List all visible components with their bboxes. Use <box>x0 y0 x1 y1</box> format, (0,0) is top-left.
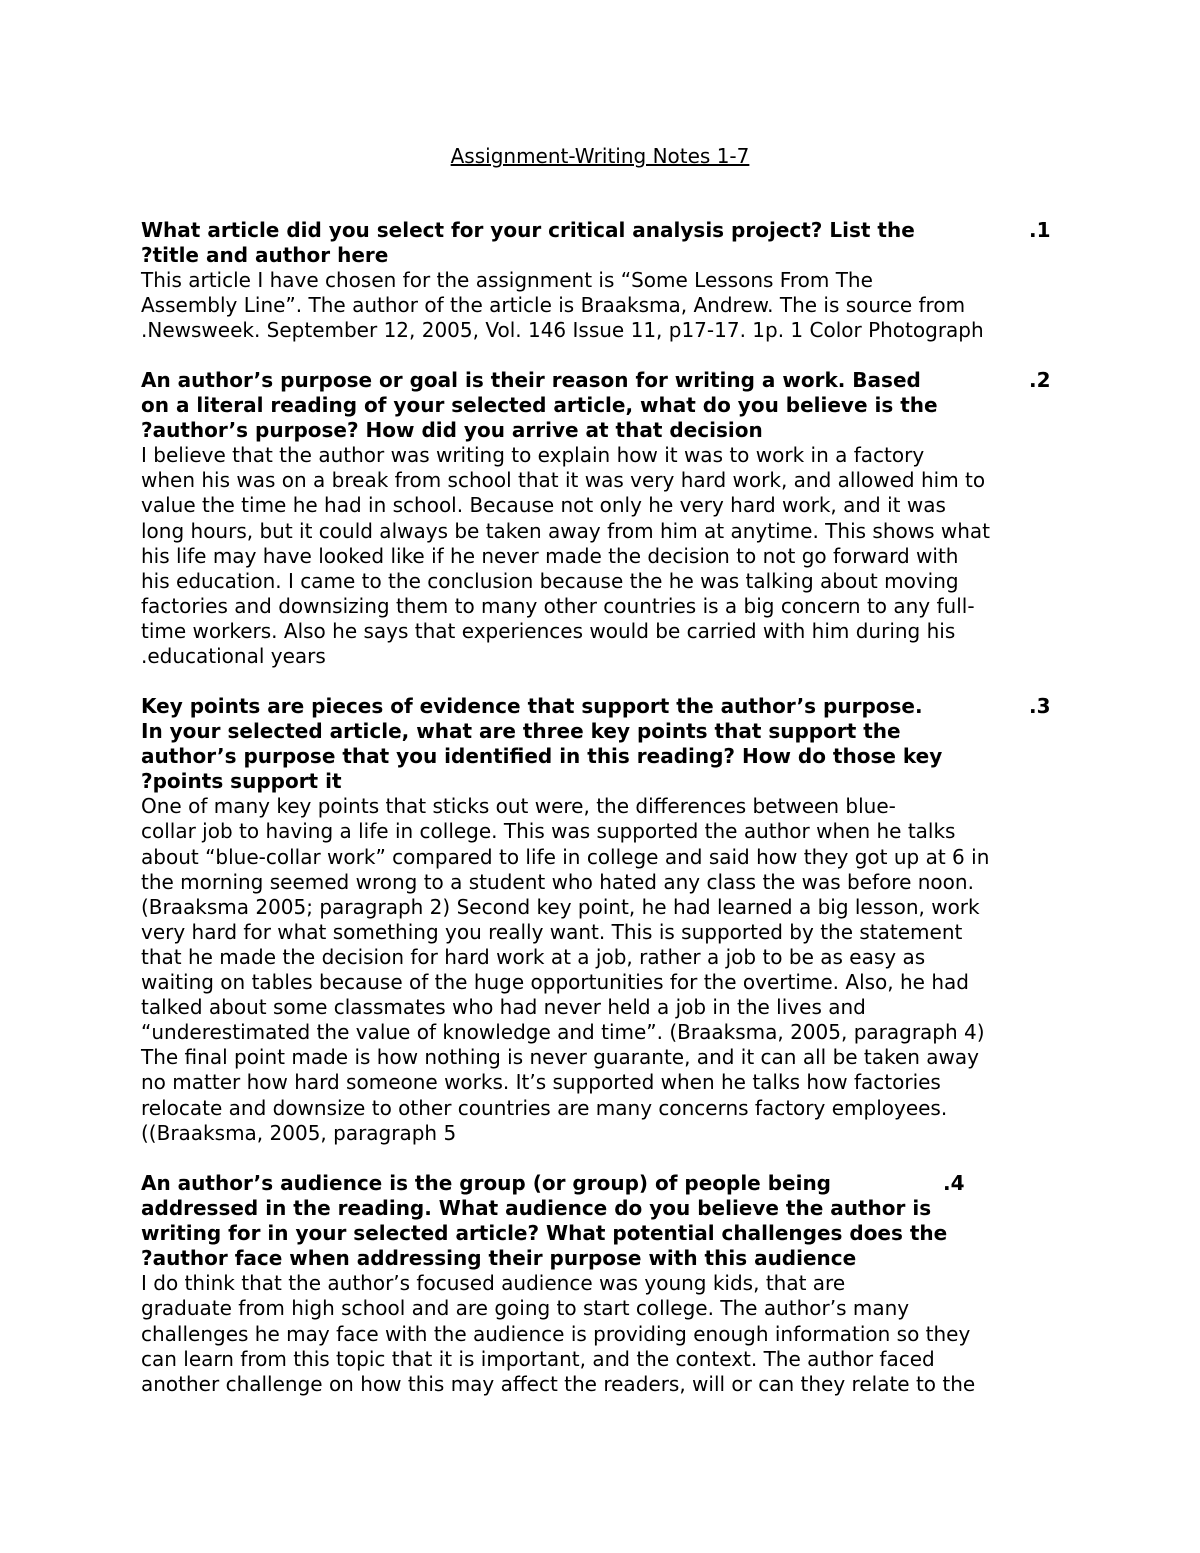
question-line: on a literal reading of your selected article, what do you believe is the <box>141 393 938 418</box>
section-2 <box>141 368 1061 669</box>
answer-line: talked about some classmates who had never held a job in the lives and <box>141 995 866 1020</box>
answer-line: very hard for what something you really want. This is supported by the statement <box>141 919 963 944</box>
section-question <box>141 694 1061 794</box>
question-line: addressed in the reading. What audience do you believe the author is <box>141 1196 932 1221</box>
question-line: An author’s audience is the group (or group) of people being <box>141 1171 831 1195</box>
section-number: .4 <box>943 1171 965 1195</box>
answer-line: waiting on tables because of the huge opportunities for the overtime. Also, he had <box>141 970 969 995</box>
answer-line: another challenge on how this may affect the readers, will or can they relate to the <box>141 1371 976 1396</box>
answer-line: graduate from high school and are going to start college. The author’s many <box>141 1296 910 1321</box>
answer-line: This article I have chosen for the assignment is “Some Lessons From The <box>141 268 873 293</box>
question-line: What article did you select for your critical analysis project? List the <box>141 218 915 242</box>
question-line: An author’s purpose or goal is their reason for writing a work. Based <box>141 368 921 392</box>
section-4 <box>141 1171 1061 1397</box>
question-line: Key points are pieces of evidence that support the author’s purpose. <box>141 694 923 718</box>
answer-line: his education. I came to the conclusion because the he was talking about moving <box>141 568 959 593</box>
answer-line: ((Braaksma, 2005, paragraph 5 <box>141 1120 457 1145</box>
section-answer <box>141 443 1061 669</box>
answer-line: The final point made is how nothing is never guarante, and it can all be taken away <box>141 1045 979 1070</box>
section-question <box>141 368 1061 443</box>
answer-line: the morning seemed wrong to a student who hated any class the was before noon. <box>141 869 974 894</box>
answer-line: that he made the decision for hard work at a job, rather a job to be as easy as <box>141 944 926 969</box>
section-question <box>141 1171 1061 1271</box>
answer-line: (Braaksma 2005; paragraph 2) Second key point, he had learned a big lesson, work <box>141 894 980 919</box>
question-line: author’s purpose that you identified in this reading? How do those key <box>141 744 943 769</box>
answer-line: time workers. Also he says that experiences would be carried with him during his <box>141 618 956 643</box>
document-title: Assignment-Writing Notes 1-7 <box>450 144 750 168</box>
section-1 <box>141 218 1061 343</box>
answer-line: .educational years <box>141 644 326 669</box>
section-answer <box>141 1271 1061 1396</box>
answer-line: I believe that the author was writing to explain how it was to work in a factory <box>141 443 925 468</box>
section-answer <box>141 794 1061 1145</box>
answer-line: “underestimated the value of knowledge and time”. (Braaksma, 2005, paragraph 4) <box>141 1020 985 1045</box>
answer-line: relocate and downsize to other countries are many concerns factory employees. <box>141 1095 948 1120</box>
answer-line: One of many key points that sticks out were, the differences between blue- <box>141 794 896 819</box>
question-line: writing for in your selected article? What potential challenges does the <box>141 1221 948 1246</box>
question-line: ?title and author here <box>141 243 389 268</box>
section-number: .1 <box>1029 218 1051 242</box>
answer-line: collar job to having a life in college. This was supported the author when he talks <box>141 819 956 844</box>
question-line: In your selected article, what are three key points that support the <box>141 719 901 744</box>
answer-line: I do think that the author’s focused audience was young kids, that are <box>141 1271 846 1296</box>
section-answer <box>141 268 1061 343</box>
section-number: .2 <box>1029 368 1051 392</box>
answer-line: when his was on a break from school that it was very hard work, and allowed him to <box>141 468 986 493</box>
answer-line: no matter how hard someone works. It’s supported when he talks how factories <box>141 1070 941 1095</box>
section-number: .3 <box>1029 694 1051 718</box>
section-3 <box>141 694 1061 1146</box>
answer-line: can learn from this topic that it is important, and the context. The author faced <box>141 1346 935 1371</box>
answer-line: factories and downsizing them to many other countries is a big concern to any full- <box>141 593 975 618</box>
question-line: ?points support it <box>141 769 342 794</box>
answer-line: challenges he may face with the audience is providing enough information so they <box>141 1321 971 1346</box>
answer-line: value the time he had in school. Because not only he very hard work, and it was <box>141 493 946 518</box>
answer-line: long hours, but it could always be taken away from him at anytime. This shows what <box>141 518 990 543</box>
answer-line: Assembly Line”. The author of the article is Braaksma, Andrew. The is source from <box>141 293 966 318</box>
section-question <box>141 218 1061 268</box>
answer-line: about “blue-collar work” compared to life in college and said how they got up at 6 in <box>141 844 990 869</box>
question-line: ?author face when addressing their purpose with this audience <box>141 1246 857 1271</box>
answer-line: .Newsweek. September 12, 2005, Vol. 146 Issue 11, p17-17. 1p. 1 Color Photograph <box>141 318 984 343</box>
answer-line: his life may have looked like if he never made the decision to not go forward with <box>141 543 959 568</box>
question-line: ?author’s purpose? How did you arrive at that decision <box>141 418 763 443</box>
